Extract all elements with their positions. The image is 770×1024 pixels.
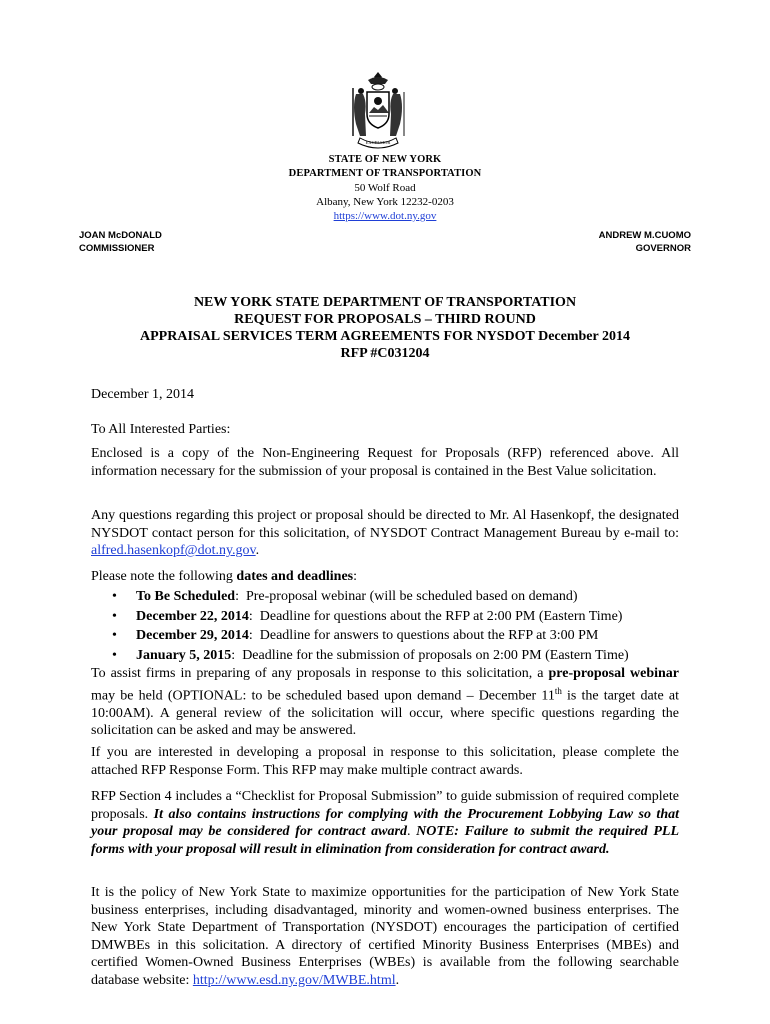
bullet-icon: • [112, 628, 117, 643]
paragraph-checklist: RFP Section 4 includes a “Checklist for Proposal Submission” to guide submission of required complete proposals. It also contains instructions for complying with the Procurement Lobbying Law so that your proposal may be considered for contract award. NOTE: Failure to submit the required PLL forms with your proposal will result in elimination from consideration for contract award. [91, 789, 680, 857]
paragraph-questions: Any questions regarding this project or proposal should be directed to Mr. Al Hasenkopf, the designated NYSDOT contact person for this solicitation, of NYSDOT Contract Management Bureau by e-mail to: alfred.hasenkopf@dot.ny.gov. [91, 508, 679, 559]
questions-text: Any questions regarding this project or proposal should be directed to Mr. Al Hasenkopf, the designated NYSDOT contact person for this solicitation, of NYSDOT Contract Management Bureau by e-mail to: [91, 508, 679, 541]
commissioner-name: JOAN McDONALD [79, 230, 162, 241]
deadline-label: To Be Scheduled [136, 589, 236, 604]
governor-name: ANDREW M.CUOMO [598, 230, 691, 241]
nys-seal-icon [338, 70, 418, 150]
webinar-bold-2: webinar [630, 666, 680, 681]
title-line-3: APPRAISAL SERVICES TERM AGREEMENTS FOR NYSDOT December 2014 [140, 329, 630, 344]
deadline-text: Deadline for questions about the RFP at 2:00 PM (Eastern Time) [259, 608, 623, 624]
bullet-icon: • [112, 647, 117, 663]
deadline-label: December 29, 2014 [136, 628, 249, 643]
title-line-1: NEW YORK STATE DEPARTMENT OF TRANSPORTATION [193, 295, 577, 310]
commissioner-title: COMMISSIONER [79, 243, 155, 254]
document-title [0, 294, 770, 362]
pll-warning: NOTE: Failure to submit the required PLL forms with your proposal will result in elimination from consideration for contract award. [91, 824, 680, 857]
letter-date: December 1, 2014 [91, 387, 195, 402]
bullet-icon: • [112, 589, 117, 604]
paragraph-mwbe-policy: It is the policy of New York State to maximize opportunities for the participation of New York State business enterprises, including disadvantaged, minority and women-owned business enterprises. The New York State Department of Transportation (NYSDOT) encourages the participation of certified DMWBEs in this solicitation. A directory of certified Minority Business Enterprises (MBEs) and certified Women-Owned Business Enterprises (WBEs) is available from the following searchable database website: http://www.esd.ny.gov/MWBE.html. [91, 885, 679, 988]
bullet-icon: • [112, 608, 117, 624]
webinar-text-a: To assist firms in preparing of any proposals in response to this solicitation, a [91, 666, 544, 681]
salutation: To All Interested Parties: [91, 422, 231, 437]
contact-email-link[interactable]: alfred.hasenkopf@dot.ny.gov [91, 543, 256, 559]
state-name: STATE OF NEW YORK [328, 154, 442, 165]
svg-text:EXCELSIOR: EXCELSIOR [365, 140, 391, 145]
deadlines-intro: Please note the following dates and deadlines: [91, 569, 358, 584]
rfp-number: RFP #C031204 [340, 346, 430, 361]
website-link[interactable]: https://www.dot.ny.gov [333, 210, 437, 222]
title-line-2: REQUEST FOR PROPOSALS – THIRD ROUND [234, 312, 536, 327]
deadline-list [112, 587, 629, 665]
list-item: • January 5, 2015: Deadline for the submission of proposals on 2:00 PM (Eastern Time) [112, 646, 629, 666]
street-address: 50 Wolf Road [354, 182, 416, 194]
deadlines-intro-bold: dates and deadlines [236, 569, 354, 584]
city-address: Albany, New York 12232-0203 [316, 196, 454, 208]
deadline-label: January 5, 2015 [136, 647, 232, 663]
deadline-label: December 22, 2014 [136, 608, 249, 624]
webinar-text-c: is the target date at 10:00AM). A general review of the solicitation will occur, where specific questions regarding the solicitation can be asked and may be answered. [91, 688, 680, 739]
paragraph-response-form: If you are interested in developing a proposal in response to this solicitation, please complete the attached RFP Response Form. This RFP may make multiple contract awards. [91, 745, 679, 778]
mwbe-policy-text: It is the policy of New York State to maximize opportunities for the participation of New York State business enterprises, including disadvantaged, minority and women-owned business enterprises. The New York State Department of Transportation (NYSDOT) encourages the participation of certified DMWBEs in this solicitation. A directory of certified Minority Business Enterprises (MBEs) and certified Women-Owned Business Enterprises (WBEs) is available from the following searchable database website: [91, 885, 679, 988]
deadline-text: Pre-proposal webinar (will be scheduled based on demand) [245, 589, 578, 604]
mwbe-website-link[interactable]: http://www.esd.ny.gov/MWBE.html [192, 972, 396, 988]
commissioner-block [79, 229, 162, 255]
list-item: • December 29, 2014: Deadline for answers to questions about the RFP at 3:00 PM [112, 626, 629, 646]
paragraph-enclosed: Enclosed is a copy of the Non-Engineering Request for Proposals (RFP) referenced above. All information necessary for the submission of your proposal is contained in the Best Value solicitation. [91, 446, 679, 479]
checklist-text: RFP Section 4 includes a “Checklist for Proposal Submission” to guide submission of required complete proposals. [91, 789, 679, 822]
governor-block [599, 229, 691, 255]
agency-header [0, 153, 770, 223]
ordinal-suffix: th [554, 685, 562, 696]
paragraph-webinar [91, 665, 679, 740]
webinar-bold-1: pre-proposal [548, 666, 625, 681]
department-name: DEPARTMENT OF TRANSPORTATION [288, 168, 482, 179]
deadline-text: Deadline for answers to questions about the RFP at 3:00 PM [259, 628, 599, 643]
list-item: • To Be Scheduled: Pre-proposal webinar (will be scheduled based on demand) [112, 587, 629, 607]
pll-instructions: It also contains instructions for complying with the Procurement Lobbying Law so that your proposal may be considered for contract award [91, 806, 679, 840]
list-item: • December 22, 2014: Deadline for questions about the RFP at 2:00 PM (Eastern Time) [112, 607, 629, 627]
deadline-text: Deadline for the submission of proposals on 2:00 PM (Eastern Time) [242, 647, 629, 663]
deadlines-intro-text: Please note the following [91, 569, 233, 584]
governor-title: GOVERNOR [635, 243, 691, 254]
webinar-text-b: may be held (OPTIONAL: to be scheduled based upon demand – December 11 [91, 688, 555, 704]
